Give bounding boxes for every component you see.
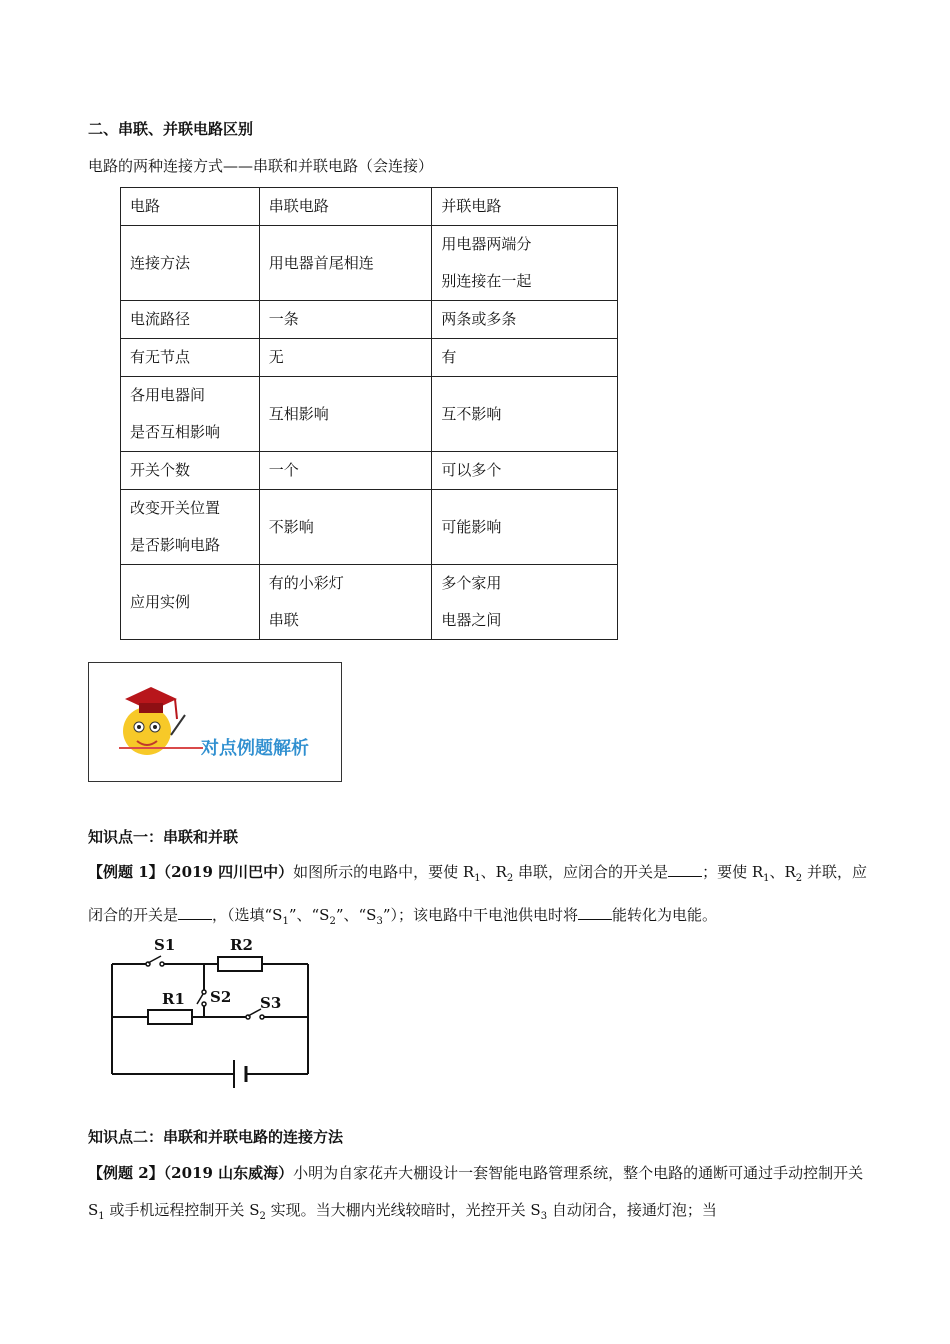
parallel-cell [432,226,618,301]
cell-line: 无 [268,348,284,366]
cell-line: 各用电器间 [130,386,206,404]
cell-line: 多个家用 [441,574,502,592]
answer-blank[interactable] [578,905,612,920]
label-r1: R1 [162,990,185,1008]
table-row [121,377,618,452]
row-label-cell [121,377,260,452]
cell-line: 电流路径 [130,310,191,328]
series-cell [259,490,432,565]
cell-line: 用电器首尾相连 [268,253,374,272]
switch-s1 [146,956,164,966]
series-cell [259,452,432,490]
cell-line: 有 [441,348,457,366]
label-s1: S1 [154,936,176,954]
row-label-cell [121,452,260,490]
parallel-cell [432,301,618,339]
cell-line: 电器之间 [441,611,502,629]
graduate-mascot-icon [105,669,195,779]
parallel-cell [432,377,618,452]
table-row [121,490,618,565]
resistor-r1 [148,1010,192,1024]
knowledge-point-2-title: 知识点二：串联和并联电路的连接方法 [88,1128,344,1146]
cell-line: 互不影响 [441,404,502,423]
cell-line: 可能影响 [441,517,502,536]
series-cell [259,301,432,339]
parallel-cell [432,565,618,640]
parallel-cell [432,490,618,565]
cell-line: 电路 [130,197,161,215]
cell-line: 串联 [268,611,299,629]
circuit-diagram [106,932,314,1098]
series-cell [259,339,432,377]
banner-line [119,747,203,749]
table-row [121,301,618,339]
table-row [121,339,618,377]
example-1-text: 【例题 1】（2019 四川巴中）如图所示的电路中，要使 $R_1$、$R_2$ 串联，应闭合的开关是 ；要使 $R_1$、$R_2$ 并联，应闭合的开关是 ，（选填“$S_1$”、“$S_2$”、“$S_3$”）；该电路中干电池供电时将 能转化为电能。 [88,863,867,927]
row-label-cell [121,339,260,377]
battery-icon [234,1060,246,1088]
cell-line: 可以多个 [441,461,502,479]
cell-line: 互相影响 [268,404,329,423]
row-label-cell [121,226,260,301]
cell-line: 有无节点 [130,348,191,366]
series-cell [259,226,432,301]
answer-blank[interactable] [178,905,212,920]
cell-line: 改变开关位置 [130,499,221,517]
cell-line: 是否互相影响 [130,423,221,441]
row-label-cell [121,301,260,339]
comparison-table [120,187,618,640]
cell-line: 不影响 [268,517,314,536]
switch-s2 [197,990,206,1006]
series-cell [259,565,432,640]
cell-line: 串联电路 [268,197,329,215]
cell-line: 有的小彩灯 [268,574,344,592]
resistor-r2 [218,957,262,971]
row-label-cell [121,565,260,640]
cell-line: 一条 [268,310,299,328]
label-r2: R2 [230,936,253,954]
label-s2: S2 [210,988,232,1006]
cell-line: 应用实例 [130,592,191,611]
header-cell [121,188,260,226]
table-row [121,565,618,640]
answer-blank[interactable] [668,862,702,877]
row-label-cell [121,490,260,565]
header-cell [432,188,618,226]
cell-line: 两条或多条 [441,310,517,328]
cell-line: 并联电路 [441,197,502,215]
knowledge-point-1-title: 知识点一：串联和并联 [88,828,239,846]
example-banner [88,662,342,782]
cell-line: 别连接在一起 [441,272,532,290]
header-cell [259,188,432,226]
label-s3: S3 [260,994,282,1012]
parallel-cell [432,452,618,490]
cell-line: 连接方法 [130,253,191,272]
parallel-cell [432,339,618,377]
section-title: 二、串联、并联电路区别 [88,120,254,138]
banner-title: 对点例题解析 [201,738,309,759]
table-header-row [121,188,618,226]
intro-text: 电路的两种连接方式——串联和并联电路（会连接） [88,157,434,175]
cell-line: 一个 [268,461,299,479]
table-row [121,226,618,301]
table-row [121,452,618,490]
cell-line: 开关个数 [130,461,191,479]
series-cell [259,377,432,452]
cell-line: 是否影响电路 [130,536,221,554]
cell-line: 用电器两端分 [441,235,532,253]
example-2-text: 【例题 2】（2019 山东威海）小明为自家花卉大棚设计一套智能电路管理系统，整个电路的通断可通过手动控制开关 $S_1$ 或手机远程控制开关 $S_2$ 实现。当大棚内光线较暗时，光控开关 $S_3$ 自动闭合，接通灯泡；当 [88,1164,864,1222]
